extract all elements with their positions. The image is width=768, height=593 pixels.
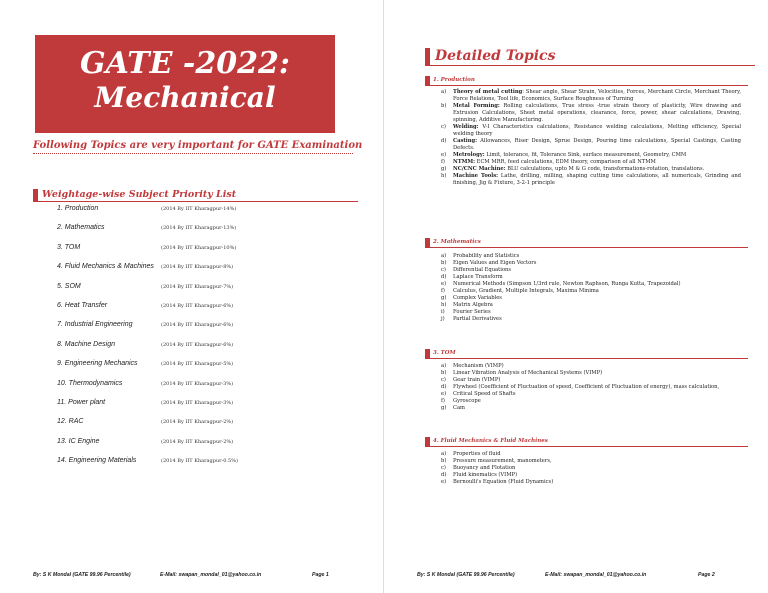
section-fluid-title: 4. Fluid Mechanics & Fluid Machines [433, 438, 548, 444]
topic-text: Calculus, Gradient, Multiple Integrals, Maxima Minima [453, 288, 599, 294]
subject-weight: (2014 By IIT Kharagpur-6%) [161, 302, 234, 309]
topic-item [441, 391, 741, 398]
topic-text: Rolling calculations, True stress -true strain theory of plasticity, Wire drawing and Extrusion Calculations, Sheet metal operations, clearance, force, power, shear calculations, Drawing, spinning, Additive Manufacturing. [453, 103, 741, 123]
subject-weight: (2014 By IIT Kharagpur-5%) [161, 361, 234, 368]
topic-letter: b) [441, 260, 447, 266]
footer-page-2: Page 2 [698, 572, 715, 578]
subject-weight: (2014 By IIT Kharagpur-2%) [161, 438, 234, 445]
topic-letter: f) [441, 398, 445, 404]
title-box [35, 35, 335, 133]
footer-author: By: S K Mondal (GATE 99.96 Percentile) [33, 572, 131, 578]
topic-text: Lathe, drilling, milling, shaping cutting time calculations, all numericals, Grinding and finishing, Jig & Fixture, 3-2-1 principle [453, 173, 741, 186]
subject-name: 4. Fluid Mechanics & Machines [57, 263, 154, 271]
topic-letter: b) [441, 458, 447, 464]
topic-item [441, 159, 741, 166]
topic-item [441, 370, 741, 377]
topic-letter: j) [441, 316, 445, 322]
topic-letter: a) [441, 253, 447, 259]
topic-text: Matrix Algebra [453, 302, 493, 308]
topic-text: Limit, tolerance, fit, Tolerance Sink, surface measurement, Geometry, CMM [484, 152, 687, 158]
subject-weight: (2014 By IIT Kharagpur-14%) [161, 206, 237, 212]
topic-letter: g) [441, 405, 447, 411]
topic-letter: h) [441, 302, 447, 308]
topic-text: Critical Speed of Shafts [453, 391, 516, 397]
topic-item [441, 465, 741, 472]
subject-weight: (2014 By IIT Kharagpur-3%) [161, 399, 234, 406]
topic-letter: c) [441, 267, 446, 273]
topic-item [441, 384, 741, 391]
topic-item [441, 274, 741, 281]
topic-letter: f) [441, 288, 445, 294]
topic-title: NTMM: [453, 159, 476, 165]
subject-name: 6. Heat Transfer [57, 301, 108, 309]
subject-name: 8. Machine Design [57, 340, 115, 348]
title-line-2: Mechanical [94, 81, 276, 114]
topic-item [441, 173, 741, 187]
topic-item [441, 89, 741, 103]
subject-weight: (2014 By IIT Kharagpur-8%) [161, 264, 234, 271]
topic-text: Bernoulli's Equation (Fluid Dynamics) [453, 479, 554, 485]
subject-name: 7. Industrial Engineering [57, 321, 133, 329]
topic-item [441, 398, 741, 405]
topic-title: Welding: [453, 124, 479, 130]
subject-name: 12. RAC [57, 418, 84, 426]
subject-weight: (2014 By IIT Kharagpur-6%) [161, 341, 234, 348]
topic-letter: d) [441, 274, 447, 280]
subject-row [45, 240, 345, 259]
topic-text: Laplace Transform [453, 274, 503, 280]
section-production-bar [425, 76, 748, 86]
footer-email: E-Mail: swapan_mondal_01@yahoo.co.in [160, 572, 262, 578]
subject-row [45, 279, 345, 298]
subject-weight: (2014 By IIT Kharagpur-6%) [161, 322, 234, 329]
subject-name: 11. Power plant [57, 398, 106, 406]
topic-letter: g) [441, 295, 447, 301]
topic-letter: e) [441, 152, 447, 158]
topic-item [441, 451, 741, 458]
subject-row [45, 376, 345, 395]
topic-letter: b) [441, 370, 447, 376]
subject-name: 9. Engineering Mechanics [57, 360, 138, 368]
subject-row [45, 356, 345, 375]
topic-item [441, 479, 741, 486]
topic-item [441, 472, 741, 479]
topic-item [441, 166, 741, 173]
subject-row [45, 259, 345, 278]
topic-letter: i) [441, 309, 445, 315]
topic-item [441, 288, 741, 295]
subject-row [45, 317, 345, 336]
subject-row [45, 453, 345, 472]
tom-items [441, 363, 741, 412]
subject-list [45, 201, 345, 472]
topic-letter: h) [441, 173, 447, 179]
subject-weight: (2014 By IIT Kharagpur-7%) [161, 283, 234, 290]
topic-item [441, 124, 741, 138]
topic-title: Machine Tools: [453, 173, 499, 179]
subject-name: 14. Engineering Materials [57, 457, 137, 465]
topic-title: Casting: [453, 138, 478, 144]
subject-row [45, 414, 345, 433]
topic-letter: e) [441, 391, 447, 397]
section-fluid-bar [425, 437, 748, 447]
topic-item [441, 138, 741, 152]
topic-text: Probability and Statistics [453, 253, 520, 259]
topic-text: Gear train (VIMP) [453, 377, 501, 383]
following-topics-heading: Following Topics are very important for GATE Examination [33, 140, 353, 154]
topic-text: V-I Characteristics calculations, Resistance welding calculations, Melting efficiency, Special welding theory [453, 124, 741, 137]
fluid-items [441, 451, 741, 486]
topic-item [441, 103, 741, 124]
topic-item [441, 152, 741, 159]
topic-letter: f) [441, 159, 445, 165]
subject-weight: (2014 By IIT Kharagpur-3%) [161, 380, 234, 387]
topic-text: Fourier Series [453, 309, 491, 315]
topic-text: Properties of fluid [453, 451, 501, 457]
section-mathematics-bar [425, 238, 748, 248]
topic-letter: a) [441, 89, 447, 95]
topic-item [441, 405, 741, 412]
subject-row [45, 220, 345, 239]
footer-author-page2: By: S K Mondal (GATE 99.96 Percentile) [417, 572, 515, 578]
topic-item [441, 458, 741, 465]
topic-text: BLU calculations, upto M & G code, transformations-rotation, translations. [505, 166, 705, 172]
subject-row [45, 337, 345, 356]
topic-item [441, 309, 741, 316]
subject-name: 5. SOM [57, 282, 81, 290]
detailed-topics-heading: Detailed Topics [425, 48, 755, 66]
topic-text: Allowances, Riser Design, Sprue Design, Pouring time calculations, Special Castings, Casting Defects. [453, 138, 741, 151]
topic-letter: c) [441, 377, 446, 383]
topic-item [441, 302, 741, 309]
topic-text: Pressure measurement, manometers, [453, 458, 552, 464]
topic-text: Flywheel (Coefficient of Fluctuation of speed, Coefficient of Fluctuation of energy), mass calculation, [453, 384, 720, 390]
topic-text: Cam [453, 405, 465, 411]
subject-name: 10. Thermodynamics [57, 379, 123, 387]
topic-letter: a) [441, 451, 447, 457]
topic-text: Mechanism (VIMP) [453, 363, 504, 369]
topic-item [441, 281, 741, 288]
subject-name: 3. TOM [57, 243, 81, 251]
topic-title: Theory of metal cutting [453, 89, 523, 95]
subject-weight: (2014 By IIT Kharagpur-0.5%) [161, 458, 238, 465]
topic-text: : Shear angle, Shear Strain, Velocities, Forces, Merchant Circle, Merchant Theory, Force Relations, Tool life, Economics, Surface Roughness of Turning [453, 89, 741, 102]
topic-item [441, 253, 741, 260]
footer-page: Page 1 [312, 572, 329, 578]
topic-item [441, 267, 741, 274]
topic-text: Numerical Methods (Simpson 1/3rd rule, Newton Raphson, Runga Kutta, Trapezoidal) [453, 281, 681, 287]
topic-letter: b) [441, 103, 447, 109]
topic-letter: c) [441, 465, 446, 471]
subject-row [45, 434, 345, 453]
topic-text: Partial Derivatives [453, 316, 502, 322]
section-mathematics-title: 2. Mathematics [433, 239, 481, 245]
footer-email-page2: E-Mail: swapan_mondal_01@yahoo.co.in [545, 572, 647, 578]
subject-name: 1. Production [57, 205, 99, 212]
subject-row [45, 395, 345, 414]
topic-item [441, 295, 741, 302]
topic-letter: d) [441, 472, 447, 478]
topic-letter: d) [441, 138, 447, 144]
subject-weight: (2014 By IIT Kharagpur-10%) [161, 244, 237, 251]
topic-text: Gyroscope [453, 398, 481, 404]
topic-item [441, 260, 741, 267]
topic-item [441, 363, 741, 370]
title-line-1: GATE -2022: [80, 46, 290, 81]
topic-title: Metal Forming: [453, 103, 500, 109]
topic-letter: d) [441, 384, 447, 390]
weightage-heading: Weightage-wise Subject Priority List [33, 189, 358, 202]
topic-title: Metrology: [453, 152, 485, 158]
subject-weight: (2014 By IIT Kharagpur-2%) [161, 419, 234, 426]
topic-item [441, 377, 741, 384]
production-items [441, 89, 741, 187]
topic-item [441, 316, 741, 323]
topic-title: NC/CNC Machine: [453, 166, 506, 172]
subject-row [45, 201, 345, 220]
topic-text: Fluid kinematics (VIMP) [453, 472, 518, 478]
topic-letter: g) [441, 166, 447, 172]
topic-text: Complex Variables [453, 295, 502, 301]
topic-text: Differential Equations [453, 267, 512, 273]
section-tom-title: 3. TOM [433, 350, 456, 356]
topic-text: Linear Vibration Analysis of Mechanical Systems (VIMP) [453, 370, 603, 376]
mathematics-items [441, 253, 741, 323]
section-production-title: 1. Production [433, 77, 475, 83]
topic-text: Buoyancy and Flotation [453, 465, 516, 471]
subject-name: 2. Mathematics [57, 224, 105, 232]
subject-name: 13. IC Engine [57, 437, 100, 445]
topic-letter: c) [441, 124, 446, 130]
subject-row [45, 298, 345, 317]
section-tom-bar [425, 349, 748, 359]
topic-letter: e) [441, 479, 447, 485]
topic-text: ECM MRR, feed calculations, EDM theory, comparison of all NTMM [475, 159, 656, 165]
topic-letter: a) [441, 363, 447, 369]
topic-letter: e) [441, 281, 447, 287]
topic-text: Eigen Values and Eigen Vectors [453, 260, 537, 266]
subject-weight: (2014 By IIT Kharagpur-13%) [161, 225, 237, 232]
